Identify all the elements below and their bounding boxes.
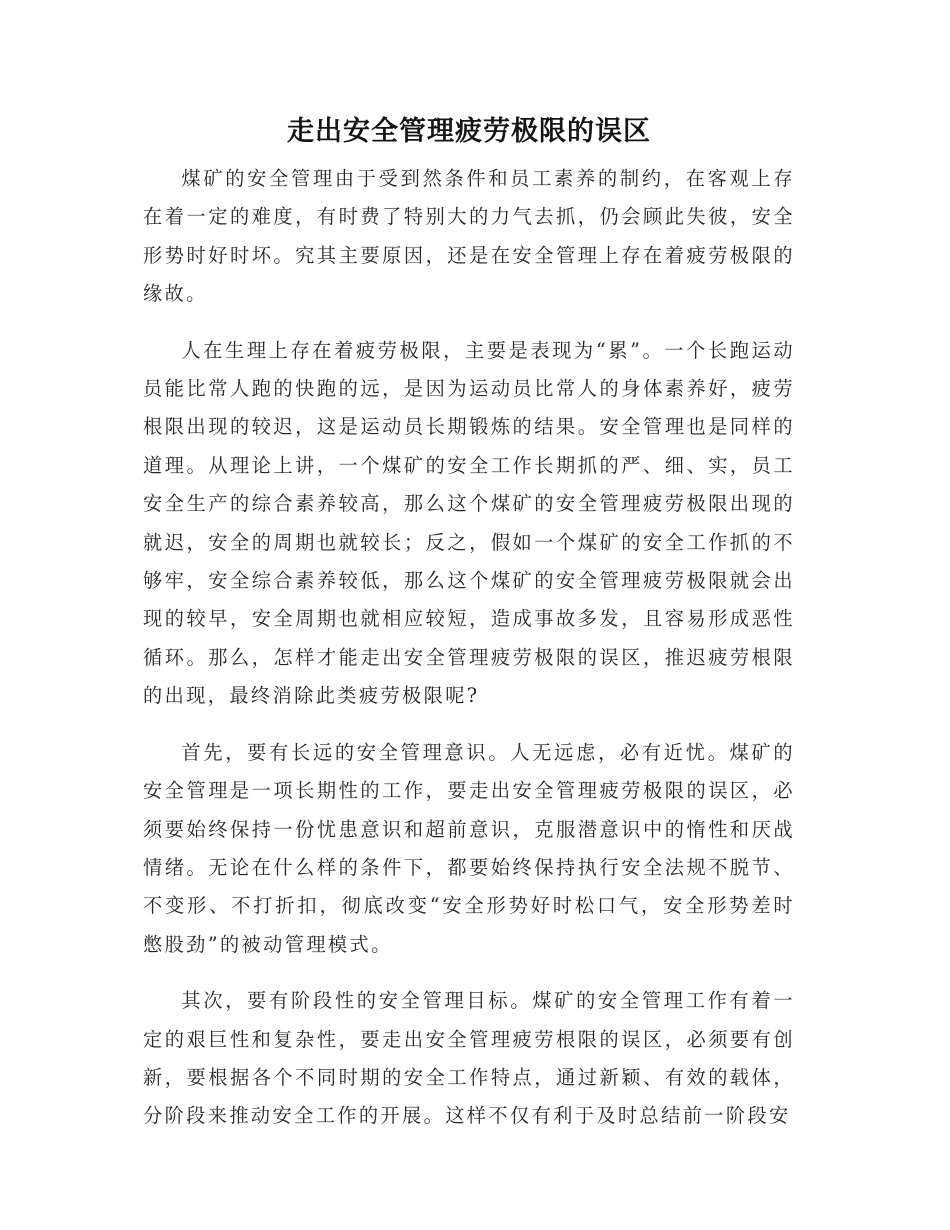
- paragraph-1: 煤矿的安全管理由于受到然条件和员工素养的制约，在客观上存在着一定的难度，有时费了特别大的力气去抓，仍会顾此失彼，安全形势时好时坏。究其主要原因，还是在安全管理上存在着疲劳极限的缘故。: [143, 167, 795, 306]
- paragraph-4: 其次，要有阶段性的安全管理目标。煤矿的安全管理工作有着一定的艰巨性和复杂性，要走出安全管理疲劳根限的误区，必须要有创新，要根据各个不同时期的安全工作特点，通过新颖、有效的载体，分阶段来推动安全工作的开展。这样不仅有利于及时总结前一阶段安: [143, 989, 795, 1128]
- paragraph-3: 首先，要有长远的安全管理意识。人无远虑，必有近忧。煤矿的安全管理是一项长期性的工作，要走出安全管理疲劳极限的误区，必须要始终保持一份忧患意识和超前意识，克服潜意识中的惰性和厌战情绪。无论在什么样的条件下，都要始终保持执行安全法规不脱节、不变形、不打折扣，彻底改变“安全形势好时松口气，安全形势差时憋股劲”的被动管理模式。: [143, 740, 795, 956]
- document-body: [143, 160, 795, 1136]
- paragraph-2: 人在生理上存在着疲劳极限，主要是表现为“累”。一个长跑运动员能比常人跑的快跑的远，是因为运动员比常人的身体素养好，疲劳根限出现的较迟，这是运动员长期锻炼的结果。安全管理也是同样的道理。从理论上讲，一个煤矿的安全工作长期抓的严、细、实，员工安全生产的综合素养较高，那么这个煤矿的安全管理疲劳极限出现的就迟，安全的周期也就较长；反之，假如一个煤矿的安全工作抓的不够牢，安全综合素养较低，那么这个煤矿的安全管理疲劳极限就会出现的较早，安全周期也就相应较短，造成事故多发，且容易形成恶性循环。那么，怎样才能走出安全管理疲劳极限的误区，推迟疲劳根限的出现，最终消除此类疲劳极限呢?: [143, 338, 795, 708]
- document-content: [143, 112, 795, 1154]
- document-title: 走出安全管理疲劳极限的误区: [287, 116, 651, 147]
